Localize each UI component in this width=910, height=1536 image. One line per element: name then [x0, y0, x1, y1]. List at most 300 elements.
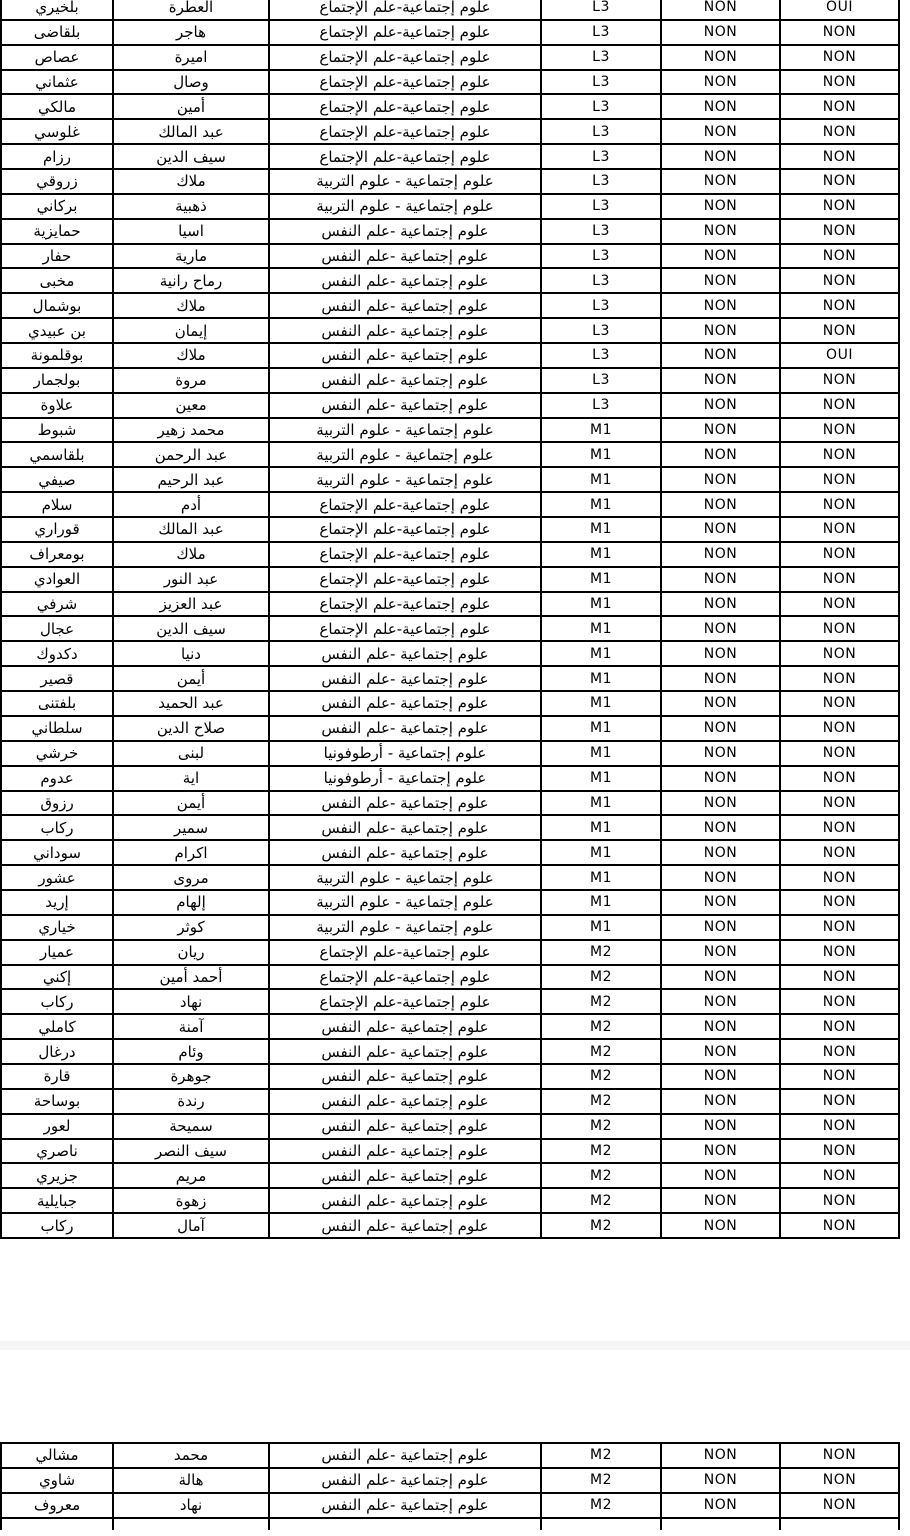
cell-reponse-1: NON	[661, 343, 780, 368]
cell-nom: بوشمال	[1, 293, 113, 318]
cell-niveau: M1	[541, 418, 661, 443]
cell-reponse-1: NON	[661, 691, 780, 716]
cell-nom: دكدوك	[1, 641, 113, 666]
cell-reponse-2: NON	[780, 840, 899, 865]
cell-specialite: علوم إجتماعية-علم الإجتماع	[269, 940, 541, 965]
cell-prenom: ملاك	[113, 293, 269, 318]
table-row	[1, 1493, 899, 1518]
cell-nom: سلطاني	[1, 716, 113, 741]
cell-nom: حمايزية	[1, 219, 113, 244]
cell-niveau: L3	[541, 244, 661, 269]
cell-niveau: M2	[541, 1188, 661, 1213]
cell-niveau: L3	[541, 194, 661, 219]
cell-nom: مالكي	[1, 94, 113, 119]
table-row	[1, 1039, 899, 1064]
cell-prenom: مارية	[113, 244, 269, 269]
cell-niveau: M1	[541, 691, 661, 716]
table-row	[1, 1064, 899, 1089]
students-table-page2	[0, 1442, 900, 1530]
cell-prenom: إلهام	[113, 890, 269, 915]
cell-prenom: ذهبية	[113, 194, 269, 219]
cell-specialite: علوم إجتماعية - علوم التربية	[269, 418, 541, 443]
cell-niveau: M1	[541, 492, 661, 517]
table-row	[1, 393, 899, 418]
cell-specialite: علوم إجتماعية-علم الإجتماع	[269, 70, 541, 95]
cell-specialite: علوم إجتماعية - أرطوفونيا	[269, 741, 541, 766]
cell-reponse-1	[661, 1518, 780, 1530]
cell-reponse-1: NON	[661, 1468, 780, 1493]
cell-specialite: علوم إجتماعية -علم النفس	[269, 318, 541, 343]
table-row	[1, 517, 899, 542]
cell-reponse-2: NON	[780, 219, 899, 244]
table-row	[1, 1014, 899, 1039]
cell-prenom: اية	[113, 766, 269, 791]
cell-specialite: علوم إجتماعية -علم النفس	[269, 1188, 541, 1213]
cell-reponse-1: NON	[661, 965, 780, 990]
table-row	[1, 45, 899, 70]
cell-reponse-2: NON	[780, 368, 899, 393]
cell-reponse-2: NON	[780, 1493, 899, 1518]
cell-reponse-2: NON	[780, 492, 899, 517]
cell-specialite: علوم إجتماعية -علم النفس	[269, 666, 541, 691]
cell-reponse-1: NON	[661, 865, 780, 890]
cell-reponse-1: NON	[661, 592, 780, 617]
cell-niveau: M2	[541, 1039, 661, 1064]
cell-reponse-2: NON	[780, 1139, 899, 1164]
cell-niveau	[541, 1518, 661, 1530]
cell-prenom: نهاد	[113, 989, 269, 1014]
table-row	[1, 169, 899, 194]
cell-reponse-1: NON	[661, 70, 780, 95]
cell-reponse-2: NON	[780, 517, 899, 542]
cell-reponse-1: NON	[661, 716, 780, 741]
cell-specialite: علوم إجتماعية -علم النفس	[269, 343, 541, 368]
cell-niveau: M1	[541, 890, 661, 915]
table-row	[1, 716, 899, 741]
cell-nom: إريد	[1, 890, 113, 915]
cell-prenom: محمد زهير	[113, 418, 269, 443]
cell-niveau: M2	[541, 1213, 661, 1238]
cell-reponse-2: NON	[780, 542, 899, 567]
cell-prenom: عبد الرحمن	[113, 442, 269, 467]
table-row	[1, 1188, 899, 1213]
cell-nom: قارة	[1, 1064, 113, 1089]
cell-reponse-2: NON	[780, 1188, 899, 1213]
cell-reponse-2: NON	[780, 144, 899, 169]
cell-prenom: عبد الحميد	[113, 691, 269, 716]
cell-reponse-2: NON	[780, 691, 899, 716]
cell-specialite: علوم إجتماعية -علم النفس	[269, 716, 541, 741]
cell-nom: بوساحة	[1, 1089, 113, 1114]
cell-prenom: زهوة	[113, 1188, 269, 1213]
cell-niveau: L3	[541, 144, 661, 169]
cell-reponse-1: NON	[661, 791, 780, 816]
cell-prenom: هالة	[113, 1468, 269, 1493]
cell-niveau: M1	[541, 641, 661, 666]
cell-specialite: علوم إجتماعية -علم النفس	[269, 368, 541, 393]
cell-reponse-1: NON	[661, 1188, 780, 1213]
cell-niveau: M1	[541, 791, 661, 816]
cell-reponse-2	[780, 1518, 899, 1530]
cell-reponse-2: NON	[780, 318, 899, 343]
cell-reponse-2: NON	[780, 1114, 899, 1139]
table-row	[1, 94, 899, 119]
table-row	[1, 268, 899, 293]
cell-nom: بركاني	[1, 194, 113, 219]
cell-nom: لعور	[1, 1114, 113, 1139]
cell-niveau: L3	[541, 343, 661, 368]
cell-prenom: لبنى	[113, 741, 269, 766]
cell-reponse-1: NON	[661, 940, 780, 965]
cell-niveau: M1	[541, 666, 661, 691]
table-row	[1, 1443, 899, 1468]
cell-niveau: M2	[541, 989, 661, 1014]
cell-specialite: علوم إجتماعية -علم النفس	[269, 1114, 541, 1139]
cell-prenom: ريان	[113, 940, 269, 965]
cell-nom: درغال	[1, 1039, 113, 1064]
cell-prenom: رماح رانية	[113, 268, 269, 293]
cell-nom	[1, 1518, 113, 1530]
cell-specialite: علوم إجتماعية -علم النفس	[269, 393, 541, 418]
cell-reponse-2: NON	[780, 418, 899, 443]
cell-specialite: علوم إجتماعية -علم النفس	[269, 244, 541, 269]
cell-reponse-1: NON	[661, 517, 780, 542]
table-row	[1, 70, 899, 95]
cell-specialite: علوم إجتماعية -علم النفس	[269, 1443, 541, 1468]
cell-nom: بوقلمونة	[1, 343, 113, 368]
cell-nom: بلخيري	[1, 0, 113, 20]
table-row	[1, 641, 899, 666]
cell-reponse-1: NON	[661, 766, 780, 791]
cell-prenom: وئام	[113, 1039, 269, 1064]
cell-niveau: L3	[541, 393, 661, 418]
cell-specialite: علوم إجتماعية - علوم التربية	[269, 890, 541, 915]
cell-niveau: M1	[541, 592, 661, 617]
cell-niveau: M1	[541, 766, 661, 791]
cell-prenom: مريم	[113, 1163, 269, 1188]
cell-reponse-1: NON	[661, 1213, 780, 1238]
cell-reponse-1: NON	[661, 45, 780, 70]
table-row	[1, 542, 899, 567]
cell-niveau: M1	[541, 542, 661, 567]
cell-niveau: M2	[541, 1014, 661, 1039]
cell-reponse-1: NON	[661, 1443, 780, 1468]
cell-niveau: M2	[541, 1114, 661, 1139]
cell-nom: مخبى	[1, 268, 113, 293]
cell-reponse-2: NON	[780, 1213, 899, 1238]
cell-prenom: أيمن	[113, 666, 269, 691]
table-row	[1, 1518, 899, 1530]
cell-prenom: أحمد أمين	[113, 965, 269, 990]
table-row	[1, 940, 899, 965]
cell-prenom: اميرة	[113, 45, 269, 70]
cell-niveau: M2	[541, 1493, 661, 1518]
cell-reponse-1: NON	[661, 244, 780, 269]
cell-niveau: L3	[541, 268, 661, 293]
cell-reponse-1: NON	[661, 915, 780, 940]
cell-reponse-2: NON	[780, 716, 899, 741]
cell-prenom: جوهرة	[113, 1064, 269, 1089]
cell-specialite: علوم إجتماعية-علم الإجتماع	[269, 94, 541, 119]
cell-reponse-2: NON	[780, 70, 899, 95]
cell-specialite: علوم إجتماعية-علم الإجتماع	[269, 45, 541, 70]
cell-reponse-1: NON	[661, 268, 780, 293]
cell-niveau: L3	[541, 45, 661, 70]
cell-prenom: آمال	[113, 1213, 269, 1238]
cell-reponse-2: NON	[780, 442, 899, 467]
cell-reponse-1: NON	[661, 1064, 780, 1089]
cell-niveau: M1	[541, 741, 661, 766]
table-row	[1, 467, 899, 492]
cell-nom: عجال	[1, 616, 113, 641]
cell-reponse-2: NON	[780, 20, 899, 45]
cell-niveau: L3	[541, 169, 661, 194]
table-row	[1, 293, 899, 318]
cell-reponse-1: NON	[661, 194, 780, 219]
cell-reponse-1: NON	[661, 1493, 780, 1518]
cell-reponse-1: NON	[661, 567, 780, 592]
cell-prenom: محمد	[113, 1443, 269, 1468]
cell-reponse-2: NON	[780, 766, 899, 791]
cell-specialite: علوم إجتماعية -علم النفس	[269, 815, 541, 840]
cell-prenom: عبد العزيز	[113, 592, 269, 617]
cell-prenom: إيمان	[113, 318, 269, 343]
table-row	[1, 219, 899, 244]
cell-nom: ركاب	[1, 989, 113, 1014]
table-row	[1, 592, 899, 617]
table-row	[1, 318, 899, 343]
cell-niveau: M1	[541, 467, 661, 492]
table-row	[1, 1213, 899, 1238]
cell-nom: بلقاسمي	[1, 442, 113, 467]
cell-specialite: علوم إجتماعية -علم النفس	[269, 1468, 541, 1493]
cell-reponse-2: NON	[780, 119, 899, 144]
table-row	[1, 691, 899, 716]
cell-reponse-1: NON	[661, 1114, 780, 1139]
cell-reponse-1: NON	[661, 219, 780, 244]
cell-reponse-2: NON	[780, 915, 899, 940]
cell-reponse-1: NON	[661, 0, 780, 20]
cell-nom: ركاب	[1, 815, 113, 840]
cell-specialite: علوم إجتماعية-علم الإجتماع	[269, 542, 541, 567]
cell-prenom: عبد الرحيم	[113, 467, 269, 492]
table-row	[1, 0, 899, 20]
cell-reponse-1: NON	[661, 840, 780, 865]
cell-nom: خرشي	[1, 741, 113, 766]
cell-reponse-2: NON	[780, 467, 899, 492]
cell-specialite: علوم إجتماعية -علم النفس	[269, 1064, 541, 1089]
cell-specialite: علوم إجتماعية-علم الإجتماع	[269, 592, 541, 617]
cell-reponse-2: NON	[780, 815, 899, 840]
cell-prenom: معين	[113, 393, 269, 418]
cell-nom: جبايلية	[1, 1188, 113, 1213]
cell-specialite: علوم إجتماعية -علم النفس	[269, 1493, 541, 1518]
cell-prenom: سمير	[113, 815, 269, 840]
cell-reponse-1: NON	[661, 368, 780, 393]
cell-reponse-2: NON	[780, 666, 899, 691]
table-row	[1, 791, 899, 816]
cell-specialite: علوم إجتماعية-علم الإجتماع	[269, 989, 541, 1014]
cell-specialite: علوم إجتماعية - علوم التربية	[269, 865, 541, 890]
cell-reponse-2: NON	[780, 1443, 899, 1468]
cell-reponse-2: OUI	[780, 343, 899, 368]
cell-prenom: ملاك	[113, 169, 269, 194]
cell-niveau: M2	[541, 1163, 661, 1188]
cell-reponse-2: NON	[780, 592, 899, 617]
page-break-band	[0, 1341, 910, 1350]
cell-nom: عدوم	[1, 766, 113, 791]
cell-specialite: علوم إجتماعية -علم النفس	[269, 641, 541, 666]
cell-prenom: سميحة	[113, 1114, 269, 1139]
cell-niveau: M1	[541, 442, 661, 467]
cell-reponse-1: NON	[661, 641, 780, 666]
cell-prenom	[113, 1518, 269, 1530]
cell-reponse-2: NON	[780, 1014, 899, 1039]
cell-prenom: آمنة	[113, 1014, 269, 1039]
cell-reponse-2: NON	[780, 1064, 899, 1089]
cell-reponse-2: NON	[780, 268, 899, 293]
cell-nom: شرفي	[1, 592, 113, 617]
cell-specialite: علوم إجتماعية -علم النفس	[269, 1163, 541, 1188]
cell-reponse-2: NON	[780, 194, 899, 219]
cell-reponse-2: NON	[780, 393, 899, 418]
cell-nom: بن عبيدي	[1, 318, 113, 343]
cell-specialite: علوم إجتماعية - علوم التربية	[269, 915, 541, 940]
cell-specialite: علوم إجتماعية-علم الإجتماع	[269, 616, 541, 641]
cell-prenom: أيمن	[113, 791, 269, 816]
cell-prenom: وصال	[113, 70, 269, 95]
cell-prenom: سيف النصر	[113, 1139, 269, 1164]
cell-niveau: M2	[541, 1139, 661, 1164]
cell-nom: بلفتنى	[1, 691, 113, 716]
table-row	[1, 244, 899, 269]
cell-niveau: M1	[541, 915, 661, 940]
cell-nom: ناصري	[1, 1139, 113, 1164]
table-row	[1, 815, 899, 840]
cell-niveau: M2	[541, 965, 661, 990]
cell-niveau: L3	[541, 368, 661, 393]
cell-nom: قوراري	[1, 517, 113, 542]
cell-reponse-1: NON	[661, 989, 780, 1014]
cell-nom: كاملي	[1, 1014, 113, 1039]
table-row	[1, 741, 899, 766]
cell-reponse-1: NON	[661, 119, 780, 144]
cell-niveau: M2	[541, 1443, 661, 1468]
cell-reponse-2: NON	[780, 940, 899, 965]
cell-prenom: كوثر	[113, 915, 269, 940]
cell-reponse-1: NON	[661, 293, 780, 318]
cell-nom: رزام	[1, 144, 113, 169]
cell-specialite: علوم إجتماعية - علوم التربية	[269, 467, 541, 492]
table-row	[1, 666, 899, 691]
cell-prenom: اسيا	[113, 219, 269, 244]
cell-specialite: علوم إجتماعية-علم الإجتماع	[269, 119, 541, 144]
cell-reponse-2: NON	[780, 1089, 899, 1114]
table-row	[1, 915, 899, 940]
table-row	[1, 1139, 899, 1164]
cell-reponse-1: NON	[661, 318, 780, 343]
cell-prenom: مروى	[113, 865, 269, 890]
cell-reponse-1: NON	[661, 144, 780, 169]
cell-prenom: دنيا	[113, 641, 269, 666]
cell-reponse-2: NON	[780, 45, 899, 70]
cell-specialite: علوم إجتماعية -علم النفس	[269, 293, 541, 318]
cell-prenom: رندة	[113, 1089, 269, 1114]
cell-prenom: العطرة	[113, 0, 269, 20]
cell-prenom: عبد المالك	[113, 119, 269, 144]
cell-nom: بولجمار	[1, 368, 113, 393]
cell-niveau: M2	[541, 1468, 661, 1493]
table-row	[1, 144, 899, 169]
cell-reponse-1: NON	[661, 542, 780, 567]
cell-reponse-1: NON	[661, 94, 780, 119]
cell-specialite: علوم إجتماعية - علوم التربية	[269, 194, 541, 219]
cell-reponse-1: NON	[661, 169, 780, 194]
cell-prenom: نهاد	[113, 1493, 269, 1518]
cell-reponse-1: NON	[661, 20, 780, 45]
cell-reponse-1: NON	[661, 890, 780, 915]
cell-niveau: M2	[541, 940, 661, 965]
cell-nom: معروف	[1, 1493, 113, 1518]
cell-nom: خياري	[1, 915, 113, 940]
cell-reponse-2: NON	[780, 567, 899, 592]
table-row	[1, 1089, 899, 1114]
cell-niveau: L3	[541, 293, 661, 318]
cell-prenom: أمين	[113, 94, 269, 119]
cell-nom: زروقي	[1, 169, 113, 194]
cell-niveau: L3	[541, 70, 661, 95]
cell-nom: بومعراف	[1, 542, 113, 567]
cell-reponse-2: NON	[780, 965, 899, 990]
cell-reponse-1: NON	[661, 442, 780, 467]
cell-niveau: L3	[541, 20, 661, 45]
table-row	[1, 567, 899, 592]
cell-niveau: M1	[541, 567, 661, 592]
cell-nom: شبوط	[1, 418, 113, 443]
table-row	[1, 418, 899, 443]
cell-reponse-1: NON	[661, 1039, 780, 1064]
cell-specialite: علوم إجتماعية -علم النفس	[269, 268, 541, 293]
cell-niveau: M2	[541, 1064, 661, 1089]
cell-reponse-2: NON	[780, 1468, 899, 1493]
cell-nom: صيفي	[1, 467, 113, 492]
cell-niveau: L3	[541, 0, 661, 20]
cell-reponse-2: NON	[780, 293, 899, 318]
cell-specialite: علوم إجتماعية-علم الإجتماع	[269, 517, 541, 542]
cell-specialite: علوم إجتماعية -علم النفس	[269, 791, 541, 816]
cell-niveau: L3	[541, 94, 661, 119]
table-row	[1, 492, 899, 517]
cell-prenom: مروة	[113, 368, 269, 393]
cell-specialite: علوم إجتماعية-علم الإجتماع	[269, 20, 541, 45]
cell-nom: عثماني	[1, 70, 113, 95]
cell-specialite: علوم إجتماعية - علوم التربية	[269, 169, 541, 194]
cell-prenom: هاجر	[113, 20, 269, 45]
cell-nom: مشالي	[1, 1443, 113, 1468]
cell-specialite: علوم إجتماعية -علم النفس	[269, 1089, 541, 1114]
cell-reponse-1: NON	[661, 1089, 780, 1114]
cell-prenom: سيف الدين	[113, 616, 269, 641]
cell-reponse-1: NON	[661, 492, 780, 517]
cell-specialite	[269, 1518, 541, 1530]
table-row	[1, 989, 899, 1014]
cell-prenom: عبد المالك	[113, 517, 269, 542]
cell-reponse-2: NON	[780, 791, 899, 816]
cell-prenom: سيف الدين	[113, 144, 269, 169]
table-row	[1, 343, 899, 368]
cell-specialite: علوم إجتماعية -علم النفس	[269, 219, 541, 244]
cell-specialite: علوم إجتماعية -علم النفس	[269, 691, 541, 716]
